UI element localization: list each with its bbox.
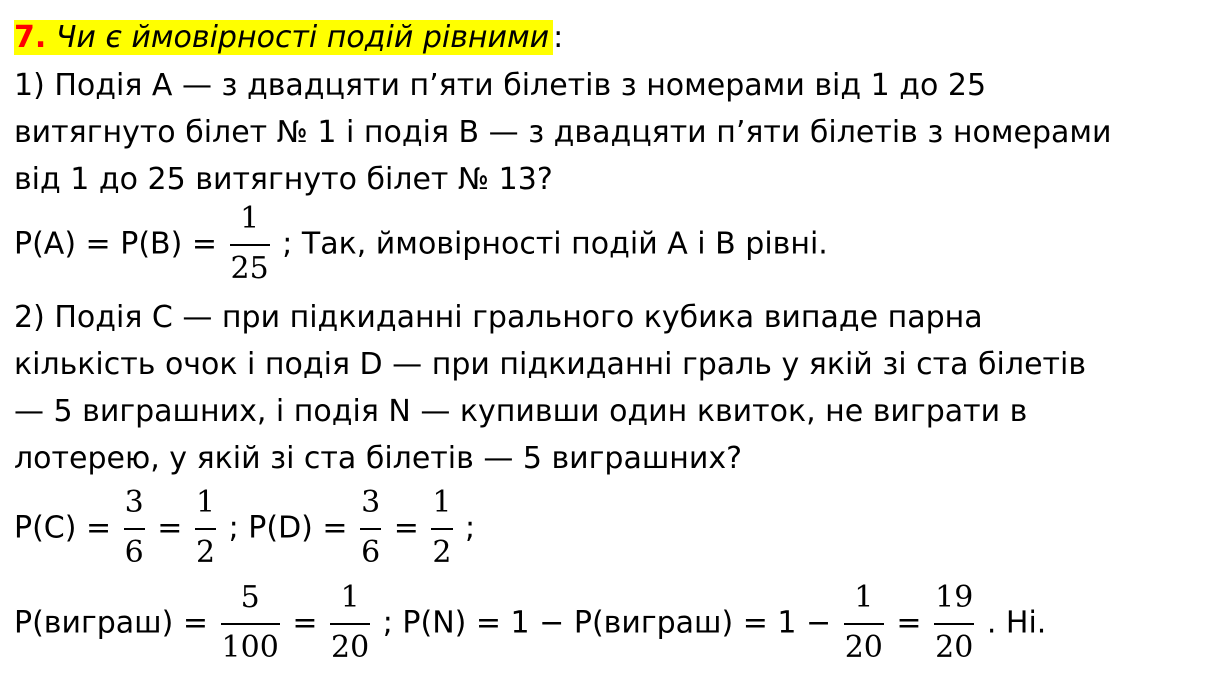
task-colon: : xyxy=(553,20,564,55)
part2-line-3: — 5 виграшних, і подія N — купивши один квиток, не виграти в xyxy=(14,394,1028,429)
part1-line-2: витягнуто білет № 1 і подія В — з двадцяти п’яти білетів з номерами xyxy=(14,115,1112,150)
pd-label: ; P(D) = xyxy=(228,510,358,546)
equals-sign: = xyxy=(292,605,328,641)
pc-label: P(C) = xyxy=(14,510,121,546)
fraction-3-6 xyxy=(124,485,145,570)
fraction-numerator: 1 xyxy=(195,488,216,530)
fraction-1-2 xyxy=(195,485,216,570)
fraction-denominator: 2 xyxy=(195,535,216,570)
fraction-1-20 xyxy=(844,580,884,665)
fraction-denominator: 20 xyxy=(844,630,883,665)
part2-answer-1 xyxy=(14,485,476,570)
fraction-19-20 xyxy=(934,580,974,665)
part2-line-2: кількість очок і подія D — при підкиданні граль у якій зі ста білетів xyxy=(14,347,1087,382)
fraction-numerator: 3 xyxy=(360,488,381,530)
part1-line-1: 1) Подія А — з двадцяти п’яти білетів з номерами від 1 до 25 xyxy=(14,68,987,103)
task-title-highlight xyxy=(14,20,553,55)
fraction-numerator: 3 xyxy=(124,488,145,530)
part2-line-4: лотерею, у якій зі ста білетів — 5 виграшних? xyxy=(14,441,743,476)
task-heading xyxy=(14,18,563,58)
pn-expression: ; P(N) = 1 − P(виграш) = 1 − xyxy=(382,605,841,641)
part1-answer-lhs: P(A) = P(B) = xyxy=(14,226,227,262)
task-number: 7. xyxy=(14,20,47,55)
fraction-1-25 xyxy=(230,201,270,286)
part2-answer-2 xyxy=(14,580,1047,665)
part1-answer-rest: ; Так, ймовірності подій А і В рівні. xyxy=(282,226,828,262)
fraction-denominator: 6 xyxy=(124,535,144,570)
equals-sign: = xyxy=(896,605,932,641)
fraction-numerator: 1 xyxy=(330,583,370,625)
fraction-1-20 xyxy=(330,580,370,665)
fraction-numerator: 1 xyxy=(431,488,452,530)
fraction-5-100 xyxy=(221,580,280,665)
part1-line-3: від 1 до 25 витягнуто білет № 13? xyxy=(14,162,553,197)
fraction-denominator: 20 xyxy=(935,630,974,665)
final-answer: . Ні. xyxy=(986,605,1047,641)
fraction-denominator: 100 xyxy=(221,630,279,665)
fraction-numerator: 1 xyxy=(844,583,884,625)
part2-line-1: 2) Подія С — при підкиданні грального кубика випаде парна xyxy=(14,300,983,335)
equals-sign: = xyxy=(393,510,429,546)
fraction-denominator: 6 xyxy=(361,535,381,570)
task-question: Чи є ймовірності подій рівними xyxy=(55,20,550,55)
fraction-1-2 xyxy=(431,485,452,570)
pwin-label: P(виграш) = xyxy=(14,605,218,641)
fraction-denominator: 25 xyxy=(230,251,269,286)
part1-answer xyxy=(14,201,828,286)
fraction-denominator: 2 xyxy=(432,535,452,570)
semicolon: ; xyxy=(465,510,476,546)
fraction-3-6 xyxy=(360,485,381,570)
fraction-numerator: 19 xyxy=(934,583,974,625)
fraction-numerator: 1 xyxy=(230,204,270,246)
fraction-denominator: 20 xyxy=(331,630,370,665)
equals-sign: = xyxy=(157,510,192,546)
fraction-numerator: 5 xyxy=(221,583,280,625)
